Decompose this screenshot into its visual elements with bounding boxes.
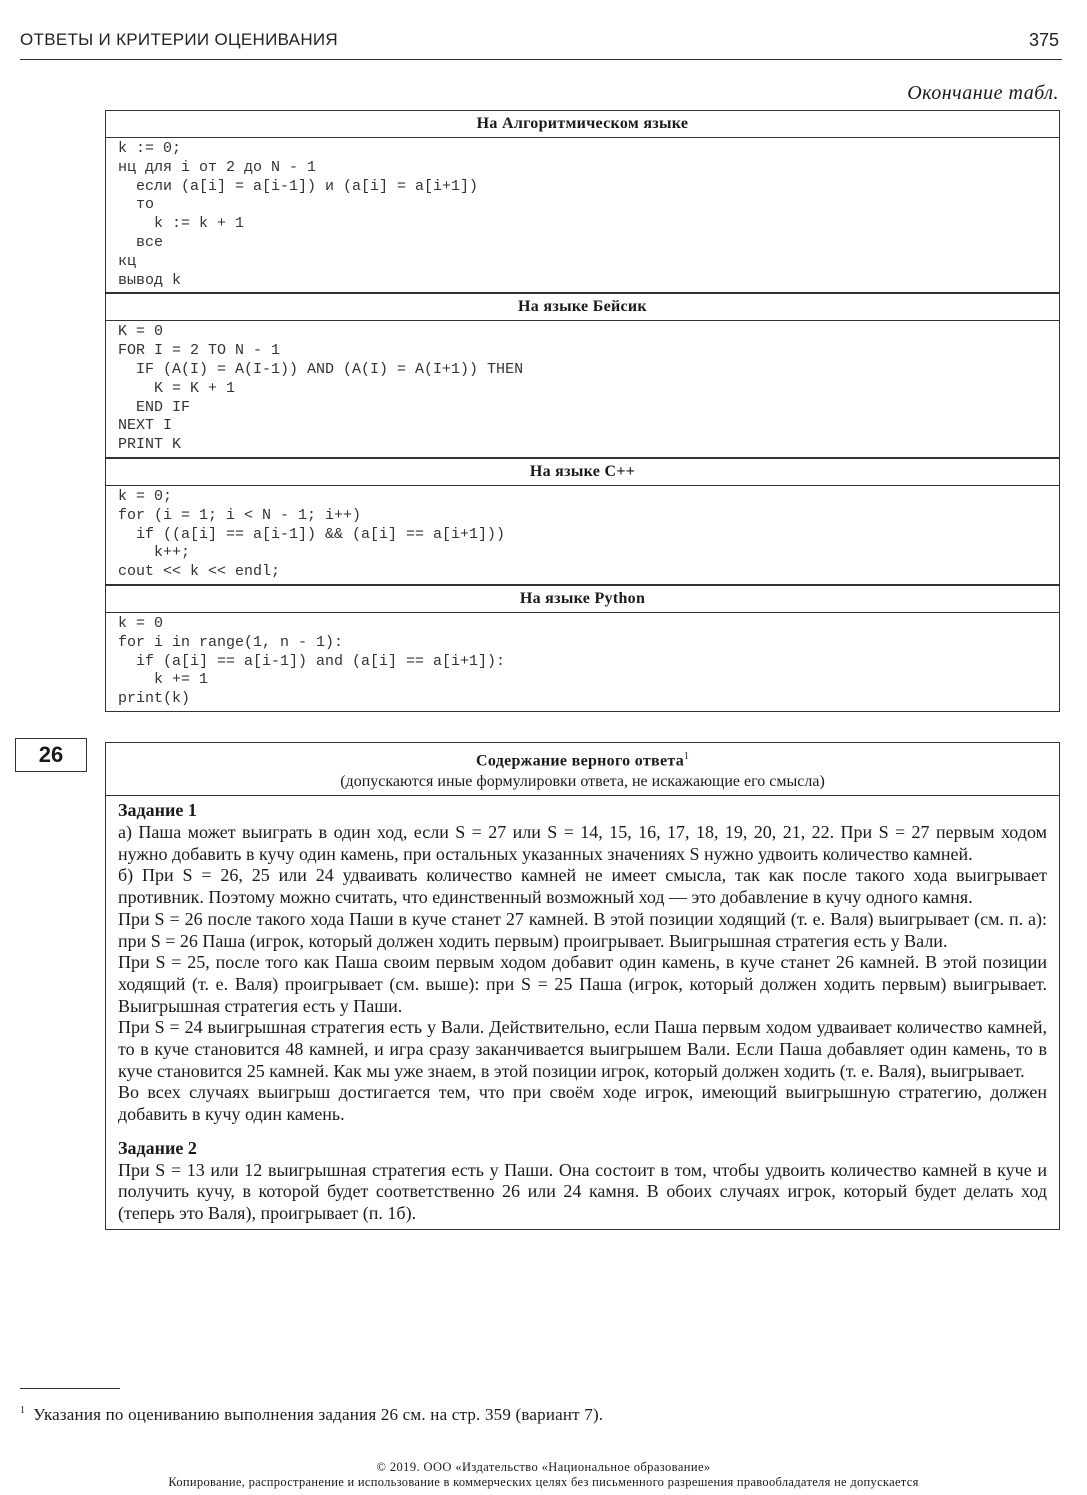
footnote-mark: 1 bbox=[20, 1405, 26, 1417]
copyright-line: © 2019. ООО «Издательство «Национальное образование» bbox=[376, 1460, 711, 1474]
footnote-rule bbox=[20, 1388, 120, 1389]
code-section-title: На языке C++ bbox=[106, 458, 1059, 486]
code-section-title: На Алгоритмическом языке bbox=[106, 111, 1059, 138]
code-table bbox=[105, 110, 1060, 712]
code-line: PRINT K bbox=[118, 436, 182, 454]
code-line: все bbox=[118, 233, 164, 251]
code-block-cpp bbox=[106, 486, 1059, 585]
code-line: K = K + 1 bbox=[118, 379, 236, 397]
code-line: if ((a[i] == a[i-1]) && (a[i] == a[i+1])) bbox=[118, 525, 506, 543]
answer-header bbox=[106, 743, 1059, 796]
task2-title: Задание 2 bbox=[118, 1137, 197, 1158]
code-section-title: На языке Бейсик bbox=[106, 293, 1059, 321]
answer-paragraph: При S = 25, после того как Паша своим первым ходом добавит один камень, в куче станет 26 камней. В этой позиции ходящий (т. е. Валя) проигрывает (см. выше): при S = 25 Паша (игрок, который должен ходить первым) выигрывает. Выигрышная стратегия есть у Паши. bbox=[118, 952, 1047, 1016]
code-section-title: На языке Python bbox=[106, 585, 1059, 613]
code-line: k = 0; bbox=[118, 487, 173, 505]
page-number: 375 bbox=[1028, 30, 1059, 50]
code-line: k = 0 bbox=[118, 614, 164, 632]
code-block-python bbox=[106, 613, 1059, 711]
answer-paragraph: При S = 26 после такого хода Паши в куче станет 27 камней. В этой позиции ходящий (т. е. Валя) выигрывает (см. п. а): при S = 26 Паша (игрок, который должен ходить первым) проигрывает. Выигрышная стратегия есть у Вали. bbox=[118, 908, 1047, 951]
code-line: если (a[i] = a[i-1]) и (a[i] = a[i+1]) bbox=[118, 177, 479, 195]
code-line: if (a[i] == a[i-1]) and (a[i] == a[i+1]): bbox=[118, 652, 506, 670]
answer-paragraph: Во всех случаях выигрыш достигается тем, что при своём ходе игрок, имеющий выигрышную стратегию, должен добавить в кучу один камень. bbox=[118, 1082, 1047, 1125]
code-line: кц bbox=[118, 252, 137, 270]
answer-header-note: (допускаются иные формулировки ответа, не искажающие его смысла) bbox=[340, 773, 825, 791]
answer-header-title: Содержание верного ответа bbox=[476, 752, 684, 770]
footnote bbox=[20, 1405, 603, 1425]
code-line: NEXT I bbox=[118, 417, 173, 435]
footnote-mark: 1 bbox=[684, 751, 689, 762]
code-block-algorithmic bbox=[106, 138, 1059, 293]
code-line: cout << k << endl; bbox=[118, 563, 281, 581]
answer-paragraph: а) Паша может выиграть в один ход, если S = 27 или S = 14, 15, 16, 17, 18, 19, 20, 21, 22. При S = 27 первым ходом нужно добавить в кучу один камень, при остальных указанных значениях S нужно удвоить количество камней. bbox=[118, 822, 1047, 864]
code-line: k++; bbox=[118, 544, 191, 562]
code-line: for i in range(1, n - 1): bbox=[118, 633, 344, 651]
code-line: нц для i от 2 до N - 1 bbox=[118, 158, 317, 176]
copyright-notice: Копирование, распространение и использование в коммерческих целях без письменного разрешения правообладателя не допускается bbox=[168, 1475, 919, 1489]
code-line: k := 0; bbox=[118, 140, 182, 157]
running-title: ОТВЕТЫ И КРИТЕРИИ ОЦЕНИВАНИЯ bbox=[20, 30, 338, 49]
code-line: print(k) bbox=[118, 690, 191, 708]
table-continuation-label: Окончание табл. bbox=[907, 82, 1059, 104]
code-line: вывод k bbox=[118, 271, 182, 289]
code-line: то bbox=[118, 196, 155, 214]
code-line: IF (A(I) = A(I-1)) AND (A(I) = A(I+1)) THEN bbox=[118, 360, 524, 378]
code-line: FOR I = 2 TO N - 1 bbox=[118, 342, 281, 360]
task1-title: Задание 1 bbox=[118, 800, 197, 821]
task-number-box: 26 bbox=[15, 738, 87, 772]
code-line: k += 1 bbox=[118, 671, 209, 689]
answer-body bbox=[106, 796, 1059, 1228]
code-line: for (i = 1; i < N - 1; i++) bbox=[118, 506, 362, 524]
code-line: K = 0 bbox=[118, 323, 164, 341]
answer-paragraph: При S = 24 выигрышная стратегия есть у Вали. Действительно, если Паша первым ходом удваивает количество камней, то в куче становится 48 камней, и игра сразу заканчивается выигрышем Вали. Если Паша добавляет один камень, то в куче становится 25 камней. Как мы уже знаем, в этой позиции игрок, который должен ходить (т. е. Валя), выигрывает. bbox=[118, 1017, 1047, 1081]
header-rule bbox=[20, 59, 1062, 60]
code-line: END IF bbox=[118, 398, 191, 416]
footnote-text: Указания по оцениванию выполнения задания 26 см. на стр. 359 (вариант 7). bbox=[33, 1405, 604, 1424]
code-block-basic bbox=[106, 321, 1059, 458]
answer-table bbox=[105, 742, 1060, 1230]
answer-paragraph: б) При S = 26, 25 или 24 удваивать количество камней не имеет смысла, так как после такого хода выигрывает противник. Поэтому можно считать, что единственный возможный ход — это добавление в кучу одного камня. bbox=[118, 865, 1047, 908]
answer-paragraph: При S = 13 или 12 выигрышная стратегия есть у Паши. Она состоит в том, чтобы удвоить количество камней в куче и получить кучу, в которой будет соответственно 26 или 24 камня. В обоих случаях игрок, который будет делать ход (теперь это Валя), проигрывает (п. 1б). bbox=[118, 1159, 1047, 1223]
code-line: k := k + 1 bbox=[118, 215, 245, 233]
